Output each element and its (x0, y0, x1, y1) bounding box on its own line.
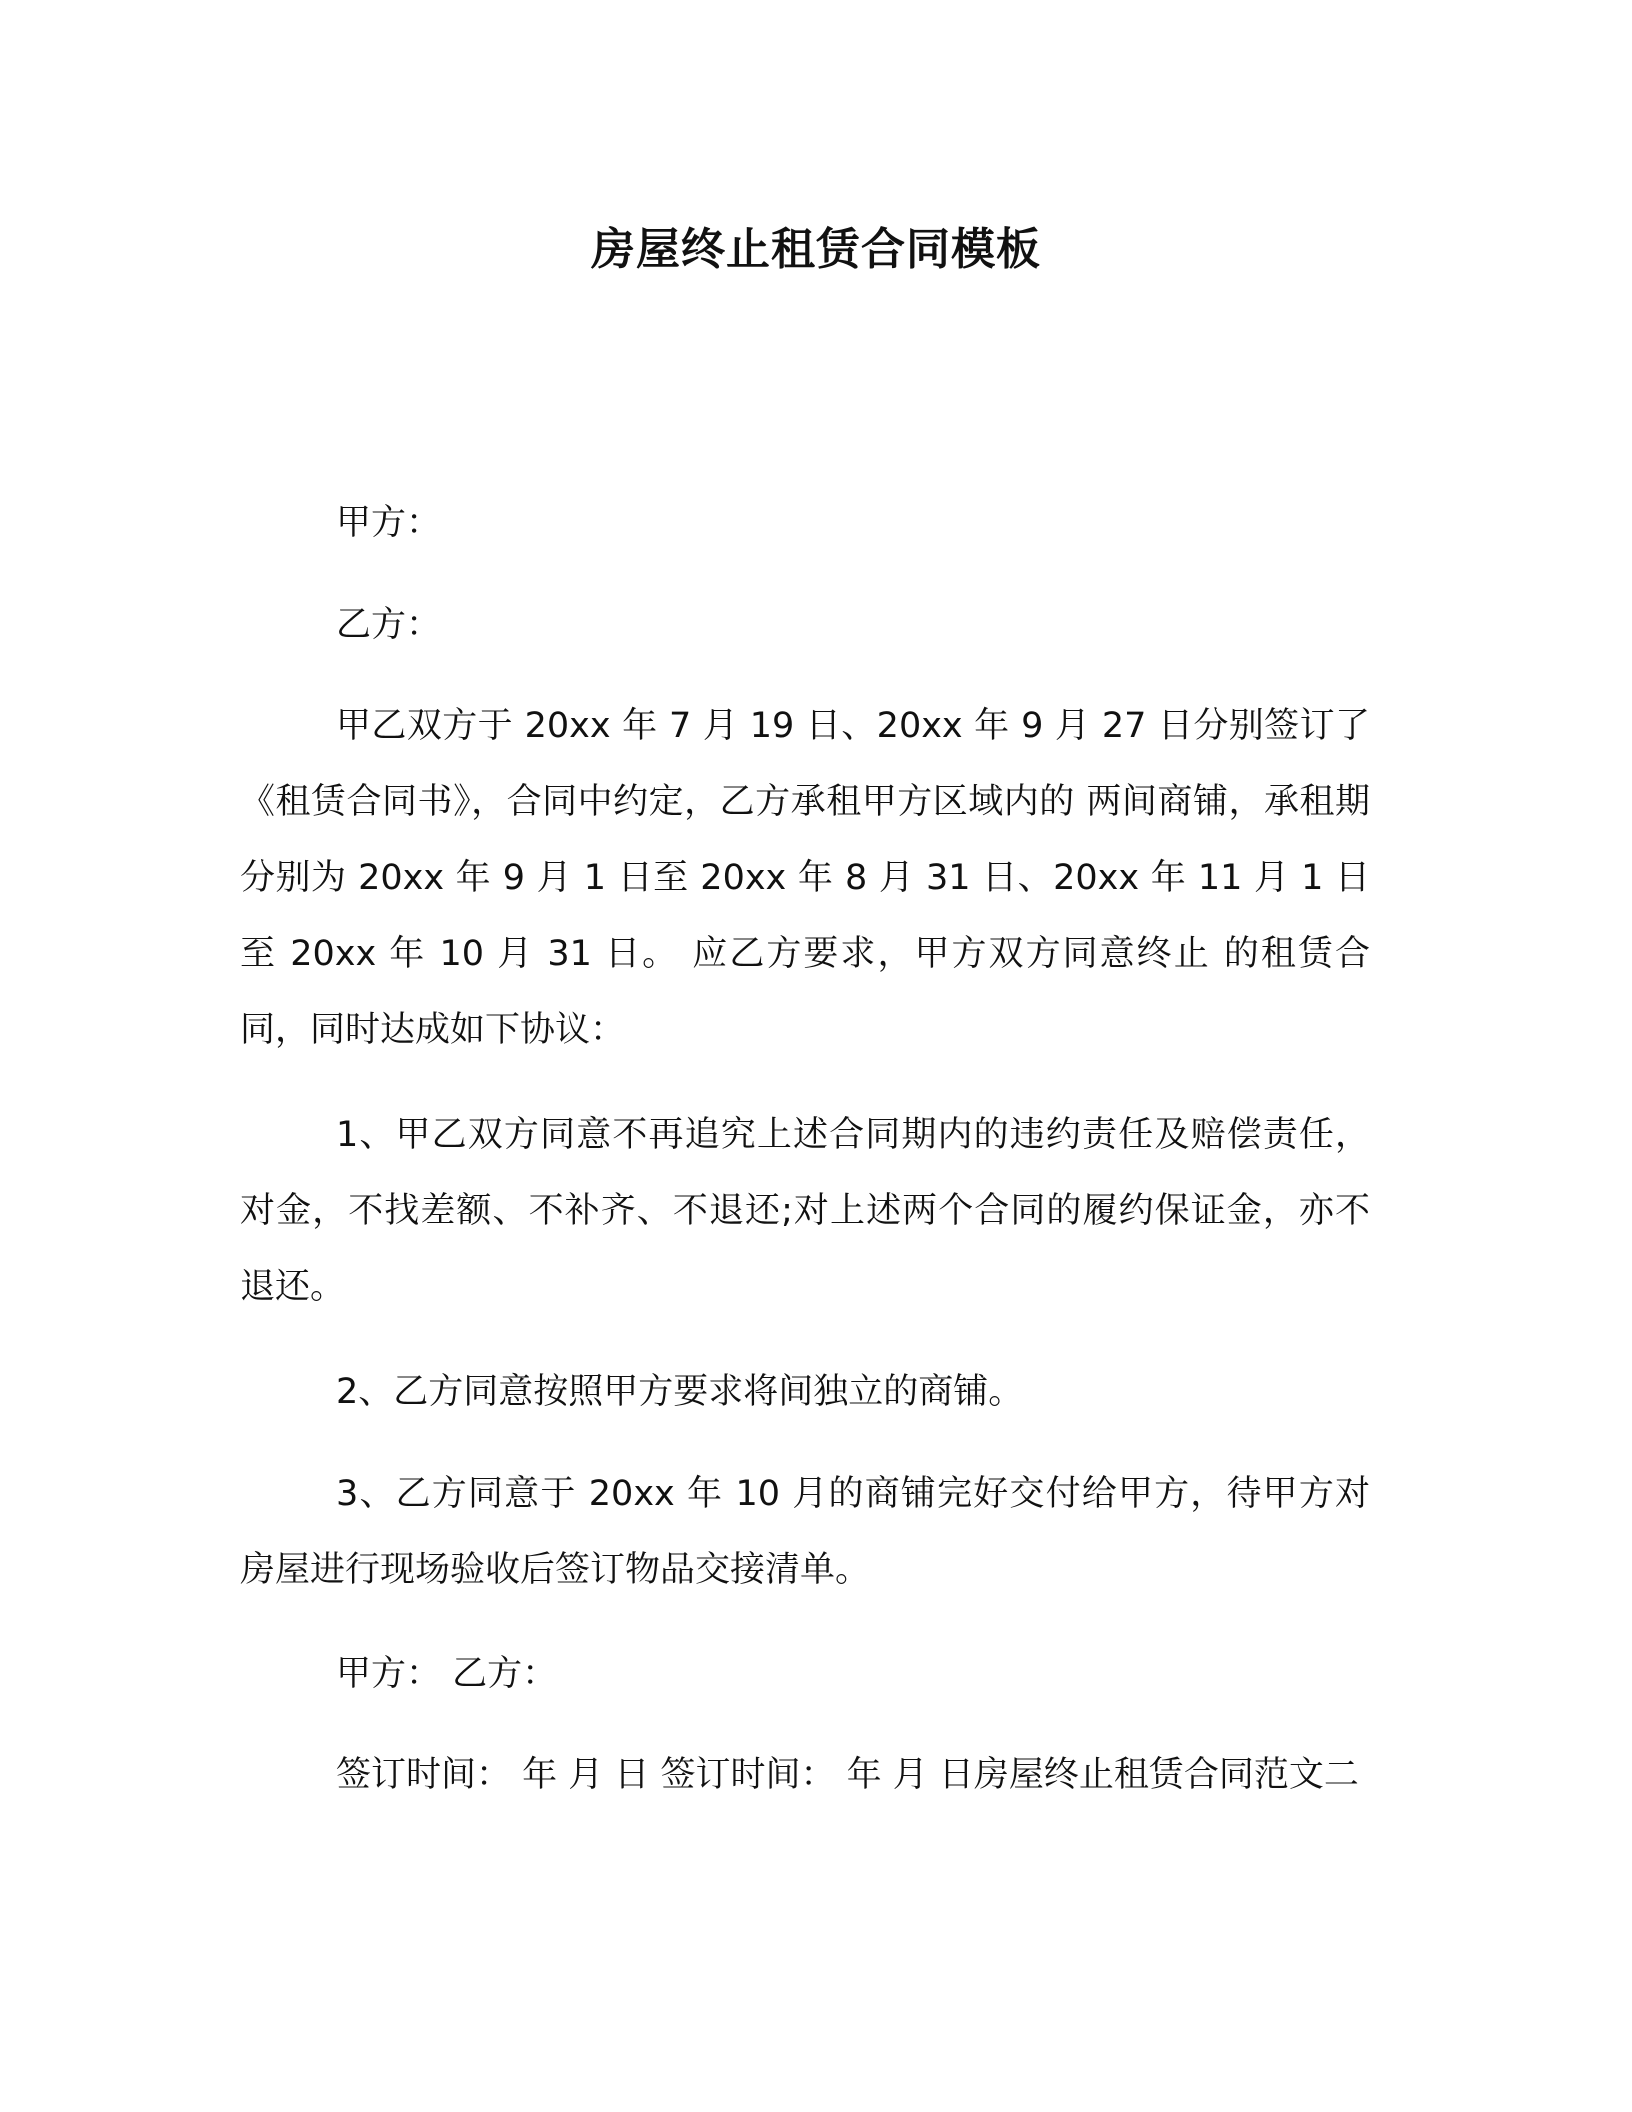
clause-3-paragraph: 3、乙方同意于 20xx 年 10 月的商铺完好交付给甲方，待甲方对房屋进行现场验收后签订物品交接清单。 (240, 1474, 1370, 1590)
party-b-label: 乙方： (336, 605, 442, 645)
signature-line: 甲方： 乙方： (336, 1654, 558, 1694)
intro-paragraph: 甲乙双方于 20xx 年 7 月 19 日、20xx 年 9 月 27 日分别签订了《租赁合同书》，合同中约定，乙方承租甲方区域内的 两间商铺，承租期分别为 20xx 年 9 月 1 日至 20xx 年 8 月 31 日、20xx 年 11 月 1 日至 20xx 年 10 月 31 日。 应乙方要求，甲方双方同意终止 的租赁合同，同时达成如下协议： (240, 706, 1370, 1050)
clause-2-paragraph: 2、乙方同意按照甲方要求将间独立的商铺。 (336, 1372, 1024, 1412)
sign-date-line: 签订时间： 年 月 日 签订时间： 年 月 日房屋终止租赁合同范文二 (336, 1755, 1359, 1795)
document-title: 房屋终止租赁合同模板 (591, 224, 1041, 275)
clause-1-paragraph: 1、甲乙双方同意不再追究上述合同期内的违约责任及赔偿责任，对金，不找差额、不补齐、不退还;对上述两个合同的履约保证金，亦不退还。 (240, 1115, 1370, 1307)
party-a-label: 甲方： (336, 503, 442, 543)
